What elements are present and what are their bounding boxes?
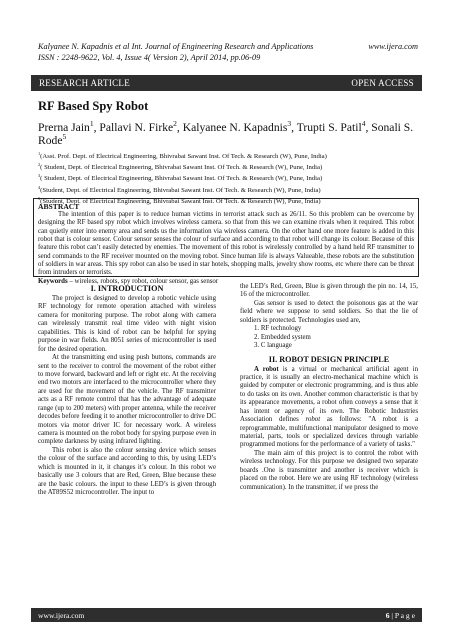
paragraph: This robot is also the colour sensing device which senses the colour of the surface and according to this, by using LED’s which is mounted in it, it changes it’s colour. In this robot we basically use 3 colours that are Red, Green, Blue because these are the basic colours. the input to these LED’s is given through the AT89S52 microcontroller. The input to [38,446,216,497]
section-heading-design-principle: II. ROBOT DESIGN PRINCIPLE [268,354,390,364]
author: Pallavi N. Firke [99,121,174,134]
abstract-heading: ABSTRACT [38,202,80,211]
paragraph: At the transmitting end using push buttons, commands are sent to the receiver to control the movement of the robot either to move forward, backward and left or right etc. At the receiving end two motors are interfaced to the microcontroller where they are used for the movement of the vehicle. The RF transmitter acts as a RF remote control that has the advantage of adequate range (up to 200 meters) with proper antenna, while the receiver decodes before feeding it to another microcontroller to drive DC motors via motor driver IC for necessary work. A wireless camera is mounted on the robot body for spying purpose even in complete darkness by using infrared lighting. [38,354,216,446]
keywords: – wireless, robots, spy robot, colour sensor, gas sensor [67,277,219,285]
paper-title: RF Based Spy Robot [38,99,149,113]
affiliation-4: $^4$(Student, Dept. of Electrical Engineering, Bhivrabai Sawant Inst. Of Tech. & Research (W), Pune, India) [38,184,321,194]
author: Trupti S. Patil [296,121,362,134]
research-article-label: RESEARCH ARTICLE [39,78,131,88]
list-item: 2. Embedded system [254,333,311,341]
page-number: 6 | P a g e [385,610,415,620]
abstract-box [33,198,419,285]
right-column [240,283,418,492]
paragraph: the LED’s Red, Green, Blue is given through the pin no. 14, 15, 16 of the microcontroller. [240,283,418,299]
footer-url[interactable]: www.ijera.com [38,610,85,620]
paragraph: Gas sensor is used to detect the poisonous gas at the war field where we suppose to send soldiers. So that the lie of soldiers is protected. Technologies used are, [240,299,418,324]
open-access-label: OPEN ACCESS [351,78,414,88]
author: Prerna Jain [38,121,90,134]
running-header [38,41,418,63]
section-heading-introduction: I. INTRODUCTION [90,284,164,293]
abstract-body: The intention of this paper is to reduce human victims in terrorist attack such as 26/11. So this problem can be overcome by designing the RF based spy robot which involves wireless camera. so that from this we can examine rivals when it required. This robot can quietly enter into enemy area and sends us the information via wireless camera. On the other hand one more feature is added in this robot that is colour sensor. Colour sensor senses the colour of surface and according to that robot will change its colour. Because of this feature this robot can’t easily detected by enemies. The movement of this robot is wirelessly controlled by a hand held RF transmitter to send commands to the RF receiver mounted on the moving robot. Since human life is always Valueable, these robots are the substitution of soldiers in war areas. This spy robot can also be used in star hotels, shopping malls, jewelry show rooms, etc where there can be threat from intruders or terrorists. [38,211,415,277]
author-list: Prerna Jain$^1$, Pallavi N. Firke$^2$, Kalyanee N. Kapadnis$^3$, Trupti S. Patil$^4$, Sonali S. Rode$^5$ [38,119,414,147]
paragraph: The main aim of this project is to control the robot with wireless technology. For this purpose we designed two separate boards .One is transmitter and another is receiver which is placed on the robot. Here we are using RF technology (wireless communication). In the transmitter, if we press the [240,449,418,491]
author: Sonali S. Rode [38,121,414,147]
affiliation-3: $^3$( Student, Dept. of Electrical Engineering, Bhivrabai Sawant Inst. Of Tech. & Research (W), Pune, India) [38,173,323,183]
journal-citation: Kalyanee N. Kapadnis et al Int. Journal of Engineering Research and Applications [38,42,314,51]
author: Kalyanee N. Kapadnis [182,121,288,134]
affiliation-5: $^5$(Student, Dept. of Electrical Engineering, Bhivrabai Sawant Inst. Of Tech. & Research (W), Pune, India) [38,195,321,205]
issn-line: ISSN : 2248-9622, Vol. 4, Issue 4( Version 2), April 2014, pp.06-09 [38,53,261,62]
affiliation-1: $^1$(Asst. Prof. Dept. of Electrical Engineering, Bhivrabai Sawant Inst. Of Tech. & Research (W), Pune, India) [38,150,327,160]
left-column [38,283,216,498]
list-item: 1. RF technology [254,325,302,333]
affiliation-2: $^2$( Student, Dept. of Electrical Engineering, Bhivrabai Sawant Inst. Of Tech. & Research (W), Pune, India) [38,161,323,172]
list-item: 3. C language [254,342,292,350]
paragraph: The project is designed to develop a robotic vehicle using RF technology for remote operation attached with wireless camera for monitoring purpose. The robot along with camera can wirelessly transmit real time video with night vision capabilities. This is kind of robot can be helpful for spying purpose in war fields. An 8051 series of microcontroller is used for the desired operation. [38,295,216,353]
keywords-label: Keywords [38,277,68,285]
page-footer [31,608,422,622]
article-banner [31,75,422,91]
paragraph: A robot is a virtual or mechanical artificial agent in practice, it is usually an electro-mechanical machine which is guided by computer or electronic programming, and is thus able to do tasks on its own. Another common characteristic is that by its appearance movements, a robot often conveys a sense that it has intent or agency of its own. The Robotic Industries Association defines robot as follows: "A robot is a reprogrammable, multifunctional manipulator designed to move material, parts, tools or specialized devices through variable programmed motions for the performance of a variety of tasks." [240,365,418,449]
journal-url[interactable]: www.ijera.com [368,42,418,51]
